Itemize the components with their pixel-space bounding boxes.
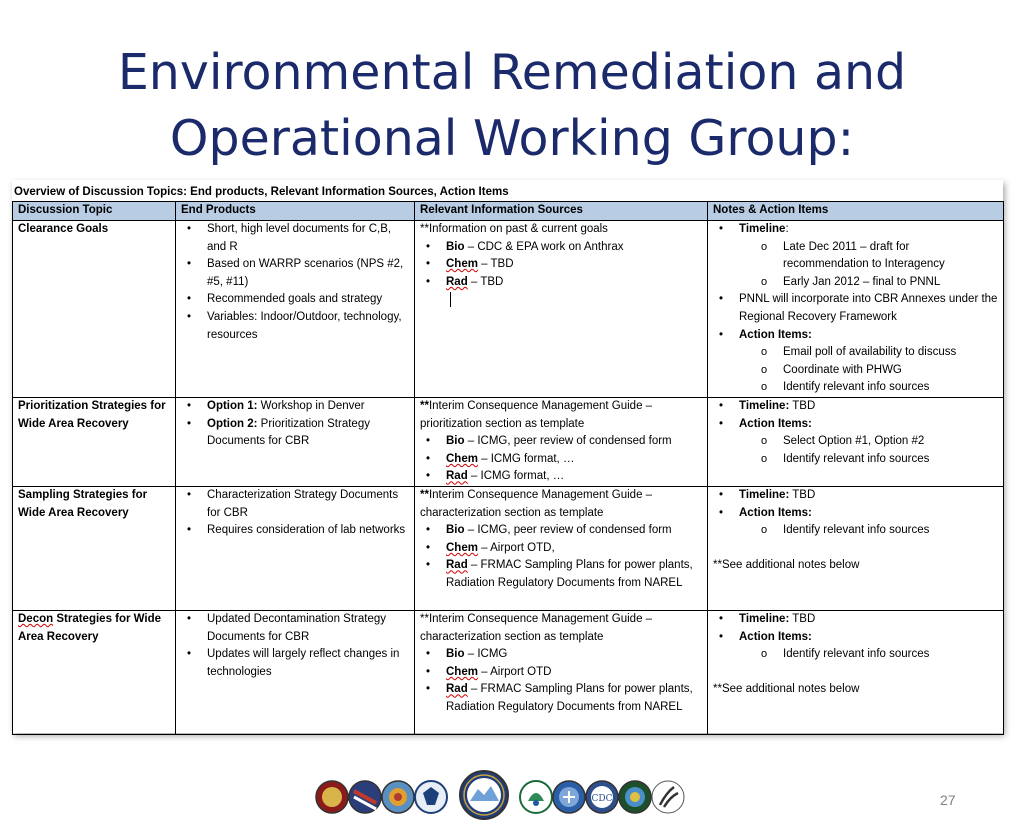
source-text: – FRMAC Sampling Plans for power plants, Radiation Regulatory Documents from NAREL <box>446 559 693 589</box>
denver-uasi-seal-icon <box>460 771 508 819</box>
action-items-label: Action Items: <box>739 630 812 643</box>
info-sources-cell <box>415 611 708 735</box>
topic-cell: Sampling Strategies for Wide Area Recovery <box>13 487 176 611</box>
source-text: – ICMG, peer review of condensed form <box>464 524 672 537</box>
source-text: – Airport OTD, <box>477 541 555 554</box>
sub-list-item: o Identify relevant info sources <box>713 379 998 397</box>
source-label: Rad <box>446 683 468 696</box>
slide-title-line-2: Operational Working Group: <box>169 110 855 167</box>
source-text: – ICMG format, … <box>467 470 565 483</box>
source-text: – Airport OTD <box>477 665 552 678</box>
table-caption: Overview of Discussion Topics: End products, Relevant Information Sources, Action Items <box>14 186 509 198</box>
timeline-label: Timeline <box>739 223 786 235</box>
notes-cell <box>708 487 1004 611</box>
source-label: Bio <box>446 524 465 537</box>
agency-seal-1-icon <box>316 781 348 813</box>
source-text: – TBD <box>477 258 514 271</box>
header-relevant-info-sources: Relevant Information Sources <box>415 202 708 221</box>
cdc-seal-icon <box>586 781 618 813</box>
list-item <box>420 522 702 540</box>
agency-seal-2-icon <box>349 781 381 813</box>
list-item <box>420 274 702 309</box>
list-item: • Updates will largely reflect changes in technologies <box>181 646 409 681</box>
source-label: Rad <box>446 470 468 483</box>
topic-rest: Strategies for Wide Area Recovery <box>18 613 162 643</box>
slide-title <box>0 40 1024 172</box>
timeline-label: Timeline: <box>739 489 790 501</box>
list-item: • Variables: Indoor/Outdoor, technology, resources <box>181 309 409 344</box>
dod-seal-icon <box>553 781 585 813</box>
sources-intro <box>420 487 702 522</box>
agency-seal-3-icon <box>382 781 414 813</box>
dhs-seal-icon <box>415 781 447 813</box>
timeline-label: Timeline: <box>739 400 790 412</box>
text-cursor <box>450 292 451 307</box>
notes-cell <box>708 398 1004 487</box>
source-text: – ICMG <box>464 648 508 661</box>
list-item: • Updated Decontamination Strategy Documents for CBR <box>181 611 409 646</box>
list-item <box>713 327 998 397</box>
info-sources-cell <box>415 398 708 487</box>
sub-list-item: o Identify relevant info sources <box>713 646 998 664</box>
source-text: – TBD <box>467 275 504 288</box>
sub-list-item: o Email poll of availability to discuss <box>713 344 998 362</box>
header-discussion-topic: Discussion Topic <box>13 202 176 221</box>
table-row <box>13 221 1004 398</box>
intro-asterisks: ** <box>420 489 429 501</box>
source-label: Chem <box>446 452 478 465</box>
intro-text: Interim Consequence Management Guide – prioritization section as template <box>420 400 653 430</box>
source-label: Bio <box>446 648 465 661</box>
source-label: Chem <box>446 258 478 271</box>
svg-text:CDC: CDC <box>591 794 613 804</box>
page-number: 27 <box>940 792 956 808</box>
source-label: Bio <box>446 240 465 253</box>
option-label: Option 1: <box>207 400 258 412</box>
list-item <box>420 451 702 469</box>
list-item <box>713 416 998 469</box>
info-sources-cell <box>415 221 708 398</box>
header-notes-action-items: Notes & Action Items <box>708 202 1004 221</box>
list-item: • Short, high level documents for C,B, and R <box>181 221 409 256</box>
topic-cell: Prioritization Strategies for Wide Area Recovery <box>13 398 176 487</box>
topic-cell <box>13 611 176 735</box>
sub-list-item: o Select Option #1, Option #2 <box>713 433 998 451</box>
action-items-label: Action Items: <box>739 506 812 519</box>
source-text: – ICMG, peer review of condensed form <box>464 435 672 448</box>
list-item <box>713 629 998 664</box>
header-end-products: End Products <box>176 202 415 221</box>
sub-list-item: o Late Dec 2011 – draft for recommendation to Interagency <box>713 239 998 274</box>
timeline-value: TBD <box>789 613 816 625</box>
topic-first-word: Decon <box>18 613 54 625</box>
option-label: Option 2: <box>207 417 258 430</box>
source-label: Chem <box>446 665 478 678</box>
list-item <box>420 239 702 257</box>
sub-list-item: o Early Jan 2012 – final to PNNL <box>713 274 998 292</box>
option-text: Workshop in Denver <box>257 400 365 412</box>
list-item <box>420 468 702 486</box>
sub-list-item: o Identify relevant info sources <box>713 451 998 469</box>
hhs-seal-icon <box>652 781 684 813</box>
list-item <box>713 505 998 540</box>
source-label: Bio <box>446 435 465 448</box>
list-item <box>713 221 998 291</box>
table-row <box>13 487 1004 611</box>
option-text: Prioritization Strategy Documents for CBR <box>207 417 370 448</box>
header-row <box>13 202 1004 221</box>
doe-seal-icon <box>619 781 651 813</box>
source-text: – FRMAC Sampling Plans for power plants, Radiation Regulatory Documents from NAREL <box>446 683 693 713</box>
list-item: • Characterization Strategy Documents for CBR <box>181 487 409 522</box>
source-label: Rad <box>446 275 468 288</box>
additional-notes: **See additional notes below <box>713 559 860 572</box>
info-sources-cell <box>415 487 708 611</box>
table-row <box>13 611 1004 735</box>
discussion-table <box>12 201 1004 735</box>
source-label: Rad <box>446 559 468 572</box>
topic-cell: Clearance Goals <box>13 221 176 398</box>
notes-cell <box>708 611 1004 735</box>
source-text: – CDC & EPA work on Anthrax <box>464 240 624 253</box>
sources-intro <box>420 398 702 433</box>
list-item <box>420 540 702 558</box>
intro-asterisks: ** <box>420 400 429 412</box>
end-products-cell <box>176 611 415 735</box>
list-item: • Recommended goals and strategy <box>181 291 409 309</box>
list-item <box>420 433 702 451</box>
list-item: • PNNL will incorporate into CBR Annexes under the Regional Recovery Framework <box>713 291 998 326</box>
end-products-cell <box>176 398 415 487</box>
list-item <box>420 664 702 682</box>
list-item <box>713 487 998 505</box>
list-item <box>420 557 702 592</box>
end-products-cell <box>176 221 415 398</box>
additional-notes: **See additional notes below <box>713 683 860 696</box>
table-row <box>13 398 1004 487</box>
timeline-value: TBD <box>789 489 816 501</box>
list-item: • Requires consideration of lab networks <box>181 522 409 540</box>
timeline-value: TBD <box>789 400 816 412</box>
source-label: Chem <box>446 541 478 554</box>
list-item <box>181 398 409 416</box>
epa-seal-icon <box>520 781 552 813</box>
notes-cell <box>708 221 1004 398</box>
sub-list-item: o Coordinate with PHWG <box>713 362 998 380</box>
list-item <box>420 256 702 274</box>
source-text: – ICMG format, … <box>477 452 575 465</box>
logos-strip <box>314 769 696 821</box>
action-items-label: Action Items: <box>739 417 812 430</box>
sources-intro: **Information on past & current goals <box>420 223 608 235</box>
sources-intro: **Interim Consequence Management Guide – characterization section as template <box>420 613 653 643</box>
timeline-label: Timeline: <box>739 613 790 625</box>
list-item <box>713 398 998 416</box>
intro-text: Interim Consequence Management Guide – characterization section as template <box>420 489 653 519</box>
action-items-label: Action Items: <box>739 328 812 341</box>
sub-list-item: o Identify relevant info sources <box>713 522 998 540</box>
list-item <box>181 416 409 451</box>
list-item <box>713 611 998 629</box>
end-products-cell <box>176 487 415 611</box>
list-item <box>420 681 702 716</box>
list-item: • Based on WARRP scenarios (NPS #2, #5, #11) <box>181 256 409 291</box>
agency-logos <box>314 769 696 821</box>
list-item <box>420 646 702 664</box>
slide-title-line-1: Environmental Remediation and <box>117 44 907 101</box>
timeline-colon: : <box>785 223 789 235</box>
